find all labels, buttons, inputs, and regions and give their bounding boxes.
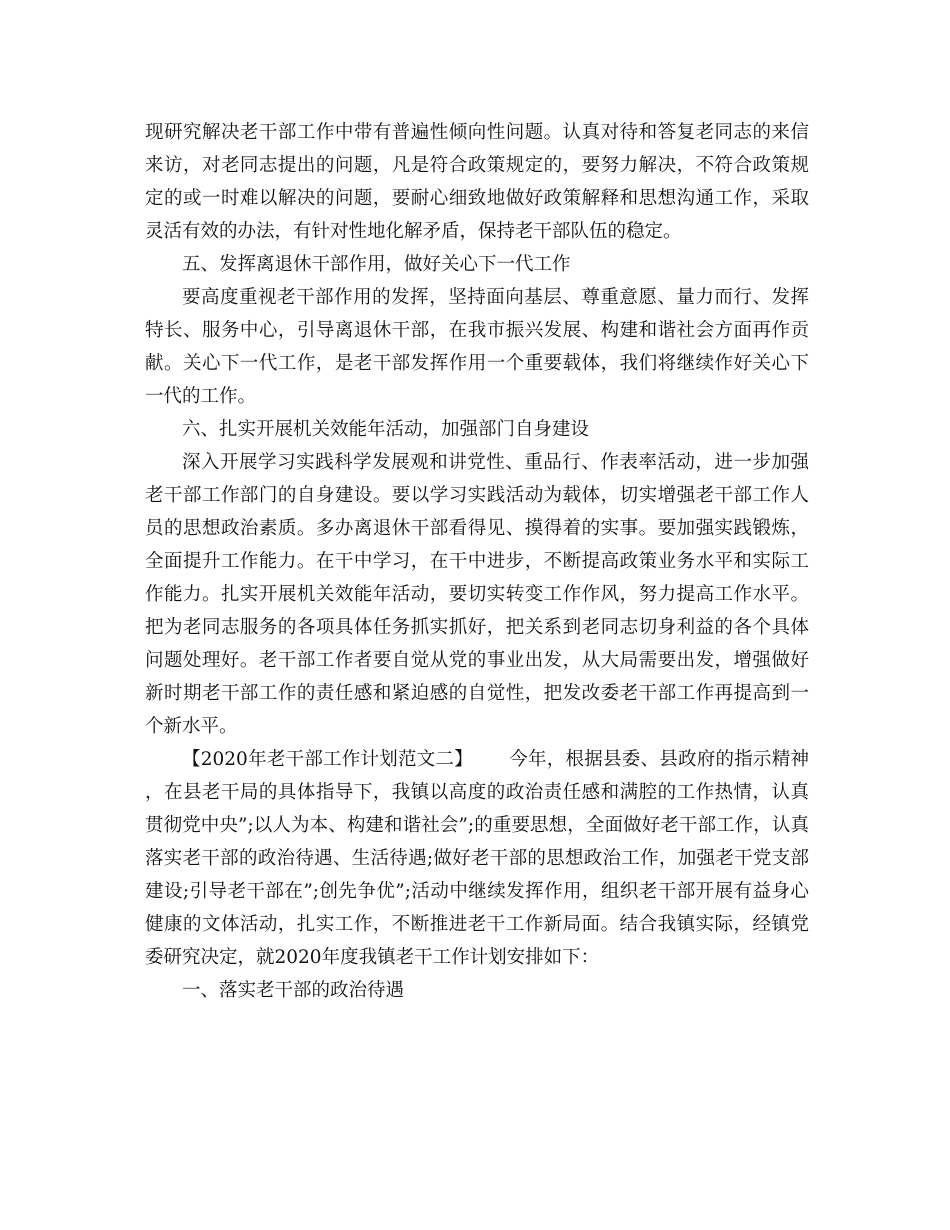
document-page [145,116,809,1007]
section-heading-one: 一、落实老干部的政治待遇 [182,980,405,1001]
paragraph-efficiency-year: 深入开展学习实践科学发展观和讲党性、重品行、作表率活动，进一步加强老干部工作部门的自身建设。要以学习实践活动为载体，切实增强老干部工作人员的思想政治素质。多办离退休干部看得见、摸得着的实事。要加强实践锻炼，全面提升工作能力。在干中学习，在干中进步，不断提高政策业务水平和实际工作能力。扎实开展机关效能年活动，要切实转变工作作风，努力提高工作水平。把为老同志服务的各项具体任务抓实抓好，把关系到老同志切身利益的各个具体问题处理好。老干部工作者要自觉从党的事业出发，从大局需要出发，增强做好新时期老干部工作的责任感和紧迫感的自觉性，把发改委老干部工作再提高到一个新水平。 [145,452,809,737]
paragraph-continuation: 现研究解决老干部工作中带有普遍性倾向性问题。认真对待和答复老同志的来信来访，对老同志提出的问题，凡是符合政策规定的，要努力解决，不符合政策规定的或一时难以解决的问题，要耐心细致地做好政策解释和思想沟通工作，采取灵活有效的办法，有针对性地化解矛盾，保持老干部队伍的稳定。 [145,122,809,242]
section-heading-six: 六、扎实开展机关效能年活动，加强部门自身建设 [182,419,590,440]
paragraph-sample-two [145,743,809,974]
section-heading-five: 五、发挥离退休干部作用，做好关心下一代工作 [182,254,571,275]
sample-two-body: 今年，根据县委、县政府的指示精神，在县老干局的具体指导下，我镇以高度的政治责任感和满腔的工作热情，认真贯彻党中央”;以人为本、构建和谐社会”;的重要思想，全面做好老干部工作，认真落实老干部的政治待遇、生活待遇;做好老干部的思想政治工作，加强老干党支部建设;引导老干部在”;创先争优”;活动中继续发挥作用，组织老干部开展有益身心健康的文体活动，扎实工作，不断推进老干工作新局面。结合我镇实际，经镇党委研究决定，就2020年度我镇老干工作计划安排如下： [145,749,809,968]
paragraph-retiree-role: 要高度重视老干部作用的发挥，坚持面向基层、尊重意愿、量力而行、发挥特长、服务中心，引导离退休干部，在我市振兴发展、构建和谐社会方面再作贡献。关心下一代工作，是老干部发挥作用一个重要载体，我们将继续作好关心下一代的工作。 [145,287,809,407]
sample-two-title: 【2020年老干部工作计划范文二】 [182,749,474,770]
